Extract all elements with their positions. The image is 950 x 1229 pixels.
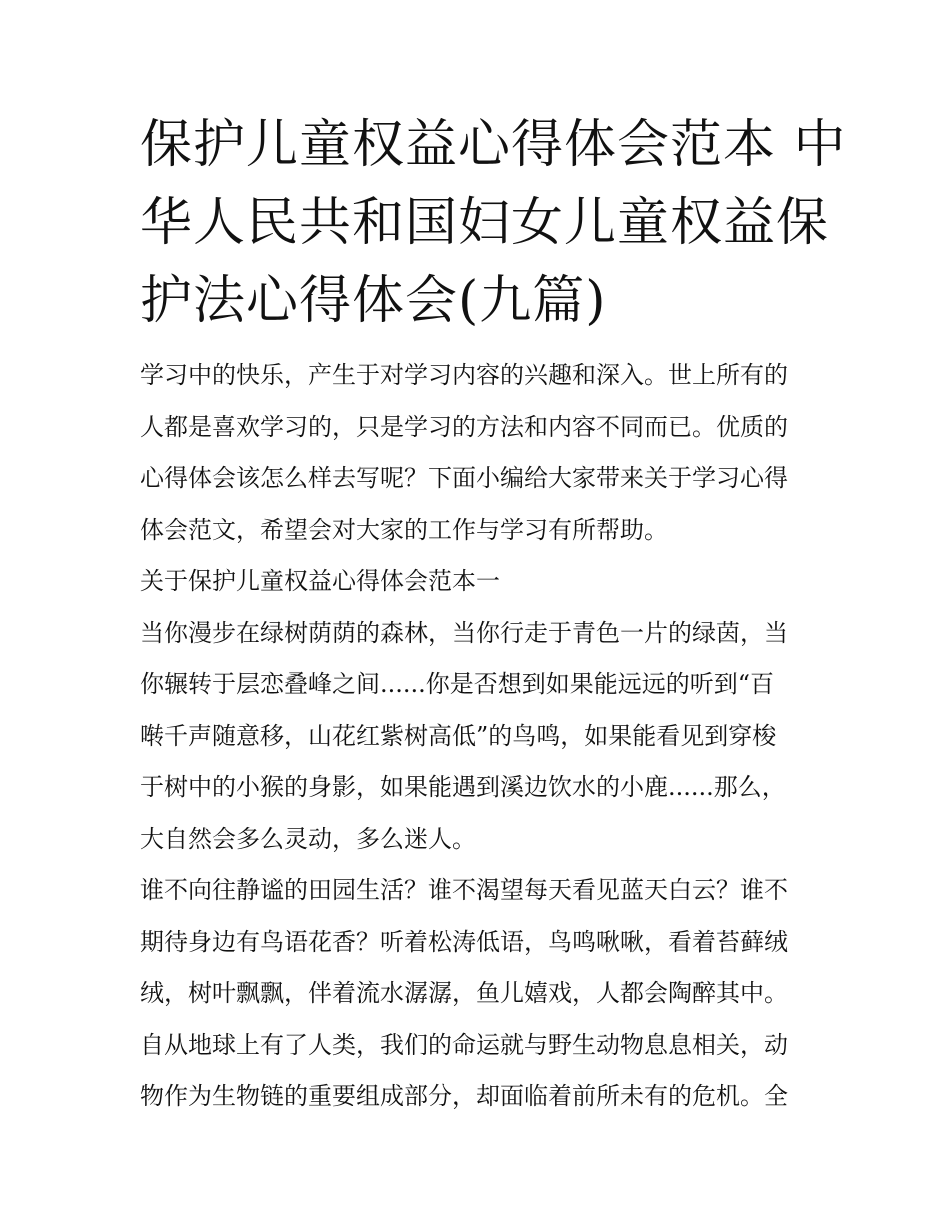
paragraph-line: 自从地球上有了人类，我们的命运就与野生动物息息相关，动 — [140, 1030, 788, 1059]
intro-line: 学习中的快乐，产生于对学习内容的兴趣和深入。世上所有的 — [140, 361, 788, 389]
paragraph-line: 物作为生物链的重要组成部分，却面临着前所未有的危机。全 — [140, 1082, 788, 1110]
intro-line: 体会范文，希望会对大家的工作与学习有所帮助。 — [140, 515, 668, 544]
title-line: 护法心得体会(九篇) — [140, 271, 607, 331]
paragraph-line: 绒，树叶飘飘，伴着流水潺潺，鱼儿嬉戏，人都会陶醉其中。 — [140, 979, 788, 1007]
paragraph-line: 你辗转于层恋叠峰之间......你是否想到如果能远远的听到“百 — [140, 670, 775, 698]
intro-line: 人都是喜欢学习的，只是学习的方法和内容不同而已。优质的 — [140, 412, 788, 441]
paragraph-line: 当你漫步在绿树荫荫的森林，当你行走于青色一片的绿茵，当 — [140, 618, 788, 647]
paragraph-line: 谁不向往静谧的田园生活？谁不渴望每天看见蓝天白云？谁不 — [140, 876, 788, 904]
title-line: 华人民共和国妇女儿童权益保 — [140, 193, 830, 253]
paragraph-line: 啭千声随意移，山花红紫树高低”的鸟鸣，如果能看见到穿梭 — [140, 721, 777, 750]
paragraph-line: 于树中的小猴的身影，如果能遇到溪边饮水的小鹿......那么， — [140, 773, 786, 801]
intro-line: 心得体会该怎么样去写呢？下面小编给大家带来关于学习心得 — [140, 464, 788, 492]
document-title — [140, 106, 847, 340]
paragraph-line: 大自然会多么灵动，多么迷人。 — [140, 824, 476, 853]
section-heading: 关于保护儿童权益心得体会范本一 — [140, 567, 500, 595]
title-line: 保护儿童权益心得体会范本 中 — [140, 115, 847, 175]
document-body — [140, 350, 820, 1123]
paragraph-line: 期待身边有鸟语花香？听着松涛低语，鸟鸣啾啾，看着苔藓绒 — [140, 927, 788, 956]
